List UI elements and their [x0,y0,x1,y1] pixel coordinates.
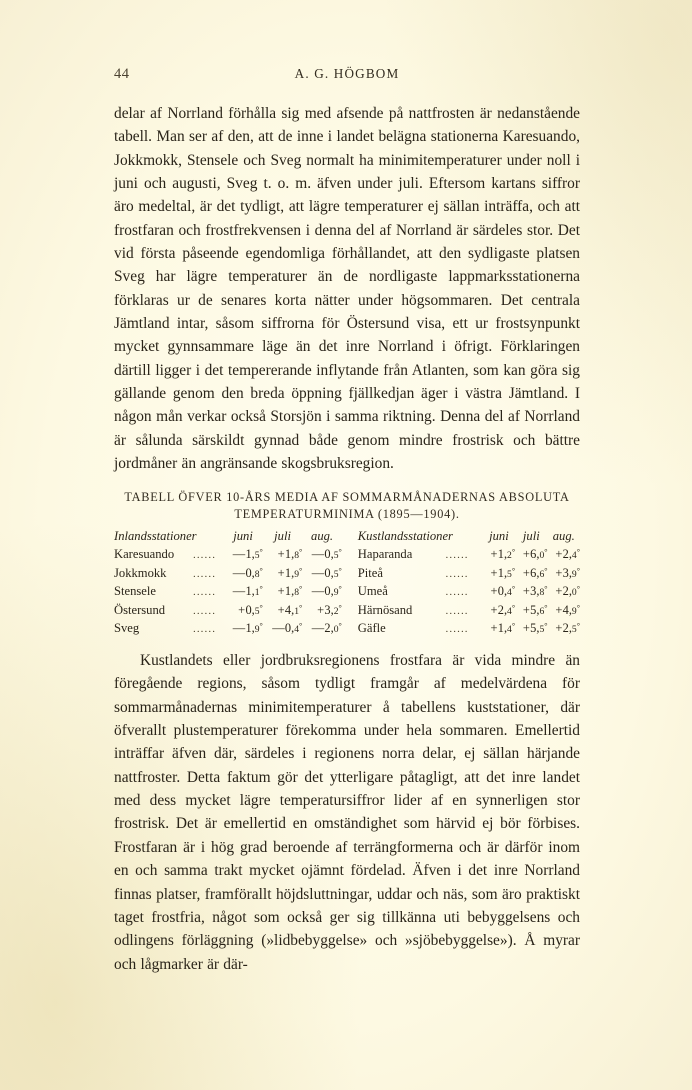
dot-leader: ...... [192,549,217,562]
coastal-juni-value: +0,4° [490,584,516,599]
table-caption-line-1: TABELL ÖFVER 10-ÅRS MEDIA AF SOMMARMÅNADERNAS ABSOLUTA [124,489,570,504]
coastal-aug-value: +4,9° [555,602,580,617]
table-header-row [114,529,580,548]
inland-station-name: Östersund [114,602,166,617]
col-header-coastal-juni: juni [489,528,509,543]
table-row [114,621,580,640]
coastal-aug-value: +2,0° [555,584,580,599]
inland-juni-value: +0,5° [238,602,263,617]
inland-juni-value: —0,8° [232,565,263,580]
running-head-author: A. G. HÖGBOM [294,66,400,81]
dot-leader: ...... [192,623,217,636]
coastal-station-name: Umeå [357,584,388,599]
temperature-table-block [114,489,580,641]
table-body [114,547,580,640]
inland-juli-value: +1,9° [277,565,303,580]
col-header-inland-aug: aug. [311,528,334,543]
coastal-juli-value: +6,6° [522,565,548,580]
coastal-aug-value: +3,9° [555,565,580,580]
col-header-coastal-juli: juli [522,528,540,543]
inland-juli-value: +1,8° [277,584,303,599]
coastal-station-name: Haparanda [357,547,413,562]
table-column-gap [342,566,358,585]
inland-juni-value: —1,1° [232,584,263,599]
table-header [114,529,580,548]
dot-leader: ...... [445,623,469,636]
dot-leader: ...... [445,586,469,599]
col-header-inland-juli: juli [274,528,291,543]
coastal-juli-value: +5,5° [522,621,548,636]
inland-station-name: Sveg [114,621,140,636]
dot-leader: ...... [192,586,217,599]
coastal-juni-value: +2,4° [490,602,516,617]
coastal-juli-value: +6,0° [522,547,548,562]
coastal-juni-value: +1,4° [490,621,516,636]
coastal-aug-value: +2,5° [555,621,580,636]
inland-station-name: Stensele [114,584,156,599]
body-paragraph-2: Kustlandets eller jordbruksregionens frostfara är vida mindre än föregående regions, såsom tydligt framgår af medelvärdena för sommarmånadernas minimitemperaturer å tabellens kuststationer, där öfverallt plustemperaturer förekomma under hela sommaren. Emellertid inträffar äfven där, särdeles i regionens norra delar, ej sällan härjande nattfroster. Detta faktum gör det ytterligare påtagligt, att det inre landet med dess mycket lägre temperatursiffror lider af en synnerligen stor frostrisk. Det är emellertid en omständighet som härvid ej bör förbises. Frostfaran är i hög grad beroende af terrängformerna och är därför inom en och samma trakt mycket ojämnt fördelad. Äfven i det inre Norrland finnas platser, framförallt höjdsluttningar, uddar och näs, som äro praktiskt taget frostfria, något som också ger sig tillkänna uti bebyggelsens och odlingens förläggning (»lidbebyggelse» och »sjöbebyggelse»). Å myrar och lågmarker är där- [114,652,580,973]
inland-aug-value: —0,5° [311,565,342,580]
dot-leader: ...... [192,567,217,580]
col-header-inland-stations: Inlandsstationer [114,528,197,543]
dot-leader: ...... [192,604,217,617]
inland-station-name: Karesuando [114,547,175,562]
col-header-coastal-stations: Kustlandsstationer [357,528,453,543]
inland-station-name: Jokkmokk [114,565,167,580]
table-row [114,547,580,566]
coastal-juni-value: +1,5° [490,565,516,580]
table-row [114,584,580,603]
inland-juni-value: —1,5° [232,547,263,562]
inland-juli-value: —0,4° [272,621,303,636]
dot-leader: ...... [445,604,469,617]
coastal-juni-value: +1,2° [490,547,516,562]
dot-leader: ...... [445,549,469,562]
inland-aug-value: +3,2° [317,602,342,617]
page-content [114,66,580,976]
inland-aug-value: —0,5° [311,547,342,562]
coastal-juli-value: +5,6° [522,602,548,617]
coastal-station-name: Härnösand [357,602,413,617]
dot-leader: ...... [445,567,469,580]
page-number: 44 [114,66,130,82]
table-column-gap [342,603,358,622]
table-row [114,566,580,585]
inland-aug-value: —2,0° [311,621,342,636]
col-header-inland-juni: juni [233,528,253,543]
coastal-station-name: Piteå [357,565,383,580]
inland-aug-value: —0,9° [311,584,342,599]
running-head [114,66,580,96]
coastal-aug-value: +2,4° [555,547,580,562]
table-caption-line-2: TEMPERATURMINIMA (1895—1904). [234,507,460,521]
coastal-juli-value: +3,8° [522,584,548,599]
table-column-gap [342,529,358,548]
inland-juli-value: +4,1° [277,602,303,617]
temperature-minima-table [114,529,580,641]
table-column-gap [342,547,358,566]
table-row [114,603,580,622]
inland-juni-value: —1,9° [232,621,263,636]
col-header-coastal-aug: aug. [552,528,575,543]
coastal-station-name: Gäfle [357,621,386,636]
table-column-gap [342,584,358,603]
body-paragraph-1: delar af Norrland förhålla sig med afsende på nattfrosten är nedanstående tabell. Man ser af den, att de inne i landet belägna stationerna Karesuando, Jokkmokk, Stensele och Sveg normalt ha minimitemperaturer under noll i juni och augusti, Sveg t. o. m. äfven under juli. Eftersom kartans siffror äro medeltal, är det tydligt, att lägre temperaturer ej sällan inträffa, och att frostfaran och frostfrekvensen i denna del af Norrland är särdeles stor. Det vid första påseende egendomliga förhållandet, att den sydligaste platsen Sveg har lägre temperaturer än de nordligaste lappmarksstationerna förklaras ur de senares korta nätter under högsommaren. Det centrala Jämtland intar, såsom siffrorna för Östersund visa, ett ur frostsynpunkt mycket gynnsammare läge än det inre Norrland i öfrigt. Förklaringen därtill ligger i det tempererande inflytande från Atlanten, som kan göra sig gällande genom den breda öppning fjällkedjan äger i västra Jämtland. I någon mån verkar också Storsjön i samma riktning. Denna del af Norrland är sålunda särskildt gynnad både genom mindre frostrisk och bättre jordmåner än angränsande skogsbruksregion. [114,105,580,473]
inland-juli-value: +1,8° [277,547,303,562]
table-column-gap [342,621,358,640]
